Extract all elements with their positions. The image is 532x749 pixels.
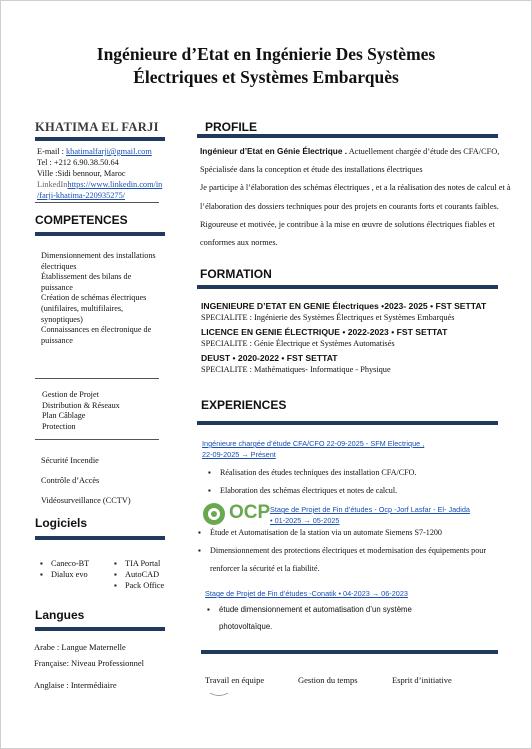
experience-2-body (198, 524, 510, 578)
formation-title: INGENIEURE D’ETAT EN GENIE Électriques •2023- 2025 • FST SETTAT (201, 301, 487, 311)
langue-item: Anglaise : Intermédiaire (34, 680, 117, 690)
competences-divider-3 (35, 439, 159, 440)
contact-divider (35, 202, 159, 203)
competences-group-3 (41, 451, 131, 511)
experience-3 (205, 588, 505, 635)
competences-group-1 (41, 251, 161, 346)
logiciel-item: ▪ Pack Office (125, 580, 164, 591)
langue-item: Arabe : Langue Maternelle (34, 642, 126, 652)
competence-item: Protection (42, 421, 76, 431)
competences-divider (35, 232, 165, 236)
logiciel-item: ▪ Dialux evo (51, 569, 89, 580)
competences-group-2 (42, 390, 120, 432)
experience-2-header (270, 504, 510, 526)
linkedin-label: LinkedIn (37, 180, 68, 189)
experience-2-dates[interactable]: • 01-2025 → 05-2025 (270, 516, 340, 525)
competence-item: Connaissances en électronique de puissance (41, 325, 152, 345)
competence-item: Gestion de Projet (42, 390, 99, 399)
profile-paragraph-3: Rigoureuse et motivée, je contribue à la mise en œuvre de solutions électriques fiables et conformes aux normes. (200, 219, 495, 248)
formation-speciality: SPECIALITE : Mathématiques- Informatique - Physique (201, 365, 391, 374)
email-link[interactable]: khatimalfarji@gmail.com (66, 147, 152, 156)
competence-item: Vidéosurveillance (CCTV) (41, 496, 131, 505)
competence-item: Plan Câblage (42, 411, 86, 421)
formation-speciality: SPECIALITE : Génie Électrique et Systèmes Automatisés (201, 339, 395, 348)
competence-item: Établissement des bilans de puissance (41, 272, 132, 292)
experience-bullet: ▪ Réalisation des études techniques des installation CFA/CFO. (220, 467, 502, 478)
soft-skill: Esprit d’initiative (392, 675, 452, 685)
logiciels-col-1 (39, 558, 89, 580)
formation-title: DEUST • 2020-2022 • FST SETTAT (201, 353, 338, 363)
experience-1-dates[interactable]: 22-09-2025 → Présent (202, 450, 276, 459)
logiciel-item: ▪ AutoCAD (125, 569, 164, 580)
profile-text (200, 142, 512, 252)
contact-block (37, 146, 187, 201)
competence-item: Création de schémas électriques (unifilaires, multifilaires, synoptiques) (41, 293, 147, 324)
swoosh-decoration-icon (209, 691, 229, 697)
cv-title-line-1: Ingénieure d’Etat en Ingénierie Des Systèmes (96, 44, 436, 64)
linkedin-link-2[interactable]: /farji-khatima-220935275/ (37, 191, 126, 200)
competences-heading: COMPETENCES (35, 213, 128, 227)
profile-paragraph-2: Je participe à l’élaboration des schémas électriques , et a la réalisation des notes de calcul et à l’élaboration des dossiers techniques pour des projets en courants forts et courants faibles. (200, 183, 511, 211)
profile-heading: PROFILE (205, 120, 258, 134)
experience-1-link[interactable]: Ingénieure chargée d’étude CFA/CFO 22-09-2025 - SFM Electrique , (202, 439, 425, 448)
competence-item: Sécurité Incendie (41, 456, 99, 465)
cv-title (1, 43, 531, 89)
langues-divider (35, 627, 165, 631)
experiences-divider (197, 421, 498, 425)
linkedin-line (37, 179, 187, 190)
competences-divider-2 (35, 378, 159, 379)
logiciels-col-2 (113, 558, 164, 591)
person-name: KHATIMA EL FARJI (35, 120, 159, 134)
competence-item: Dimensionnement des installations électriques (41, 251, 156, 271)
langue-item: Française: Niveau Professionnel (34, 658, 144, 668)
experience-3-link[interactable]: Stage de Projet de Fin d’études -Conatik • 04-2023 → 06-2023 (205, 589, 408, 598)
logiciels-heading: Logiciels (35, 516, 88, 530)
formation-list (201, 297, 511, 375)
profile-paragraph-1 (200, 142, 512, 179)
skills-divider (201, 650, 498, 654)
experience-bullet: ▪ Dimensionnement des protections électriques et modernisation des équipements pour renforcer la sécurité et la fiabilité. (210, 542, 510, 578)
email-line (37, 146, 187, 157)
email-label: E-mail : (37, 147, 67, 156)
name-divider (35, 137, 165, 141)
langues-heading: Langues (35, 608, 85, 622)
experience-bullet: ▪ étude dimensionnement et automatisation d’un système photovoltaïque. (219, 601, 429, 635)
logiciel-item: ▪ Caneco-BT (51, 558, 89, 569)
logiciels-divider (35, 536, 165, 540)
logiciel-item: ▪ TIA Portal (125, 558, 164, 569)
langues-list (34, 639, 144, 693)
profile-title: Ingénieur d’Etat en Génie Électrique . (200, 146, 348, 156)
linkedin-link-1[interactable]: https://www.linkedin.com/in (67, 180, 163, 189)
soft-skill: Travail en équipe (205, 675, 265, 685)
experiences-heading: EXPERIENCES (201, 398, 287, 412)
soft-skill: Gestion du temps (298, 675, 358, 685)
formation-title: LICENCE EN GENIE ÉLECTRIQUE • 2022-2023 • FST SETTAT (201, 327, 448, 337)
competence-item: Distribution & Réseaux (42, 400, 120, 410)
experience-bullet: ▪ Elaboration des schémas électriques et notes de calcul. (220, 485, 502, 496)
experience-2-link[interactable]: Stage de Projet de Fin d’études - Ocp -Jorf Lasfar - El- Jadida (270, 505, 470, 514)
profile-divider (197, 134, 498, 138)
formation-speciality: SPECIALITE : Ingénierie des Systèmes Électriques et Systèmes Embarqués (201, 313, 455, 322)
ocp-logo-text: OCP (229, 502, 271, 523)
formation-heading: FORMATION (200, 267, 272, 281)
cv-title-line-2: Électriques et Systèmes Embarquès (133, 67, 399, 87)
profile-summary: Actuellement chargée d’étude des CFA/CFO, Spécialisée dans la conception et étude des installations électriques (200, 147, 500, 175)
city-line: Ville :Sidi bennour, Maroc (37, 169, 126, 178)
competence-item: Contrôle d’Accès (41, 476, 100, 485)
formation-divider (197, 285, 498, 289)
phone-line: Tel : +212 6.90.38.50.64 (37, 158, 119, 167)
experience-1 (202, 438, 502, 503)
experience-bullet: ▪ Étude et Automatisation de la station via un automate Siemens S7-1200 (210, 524, 510, 542)
